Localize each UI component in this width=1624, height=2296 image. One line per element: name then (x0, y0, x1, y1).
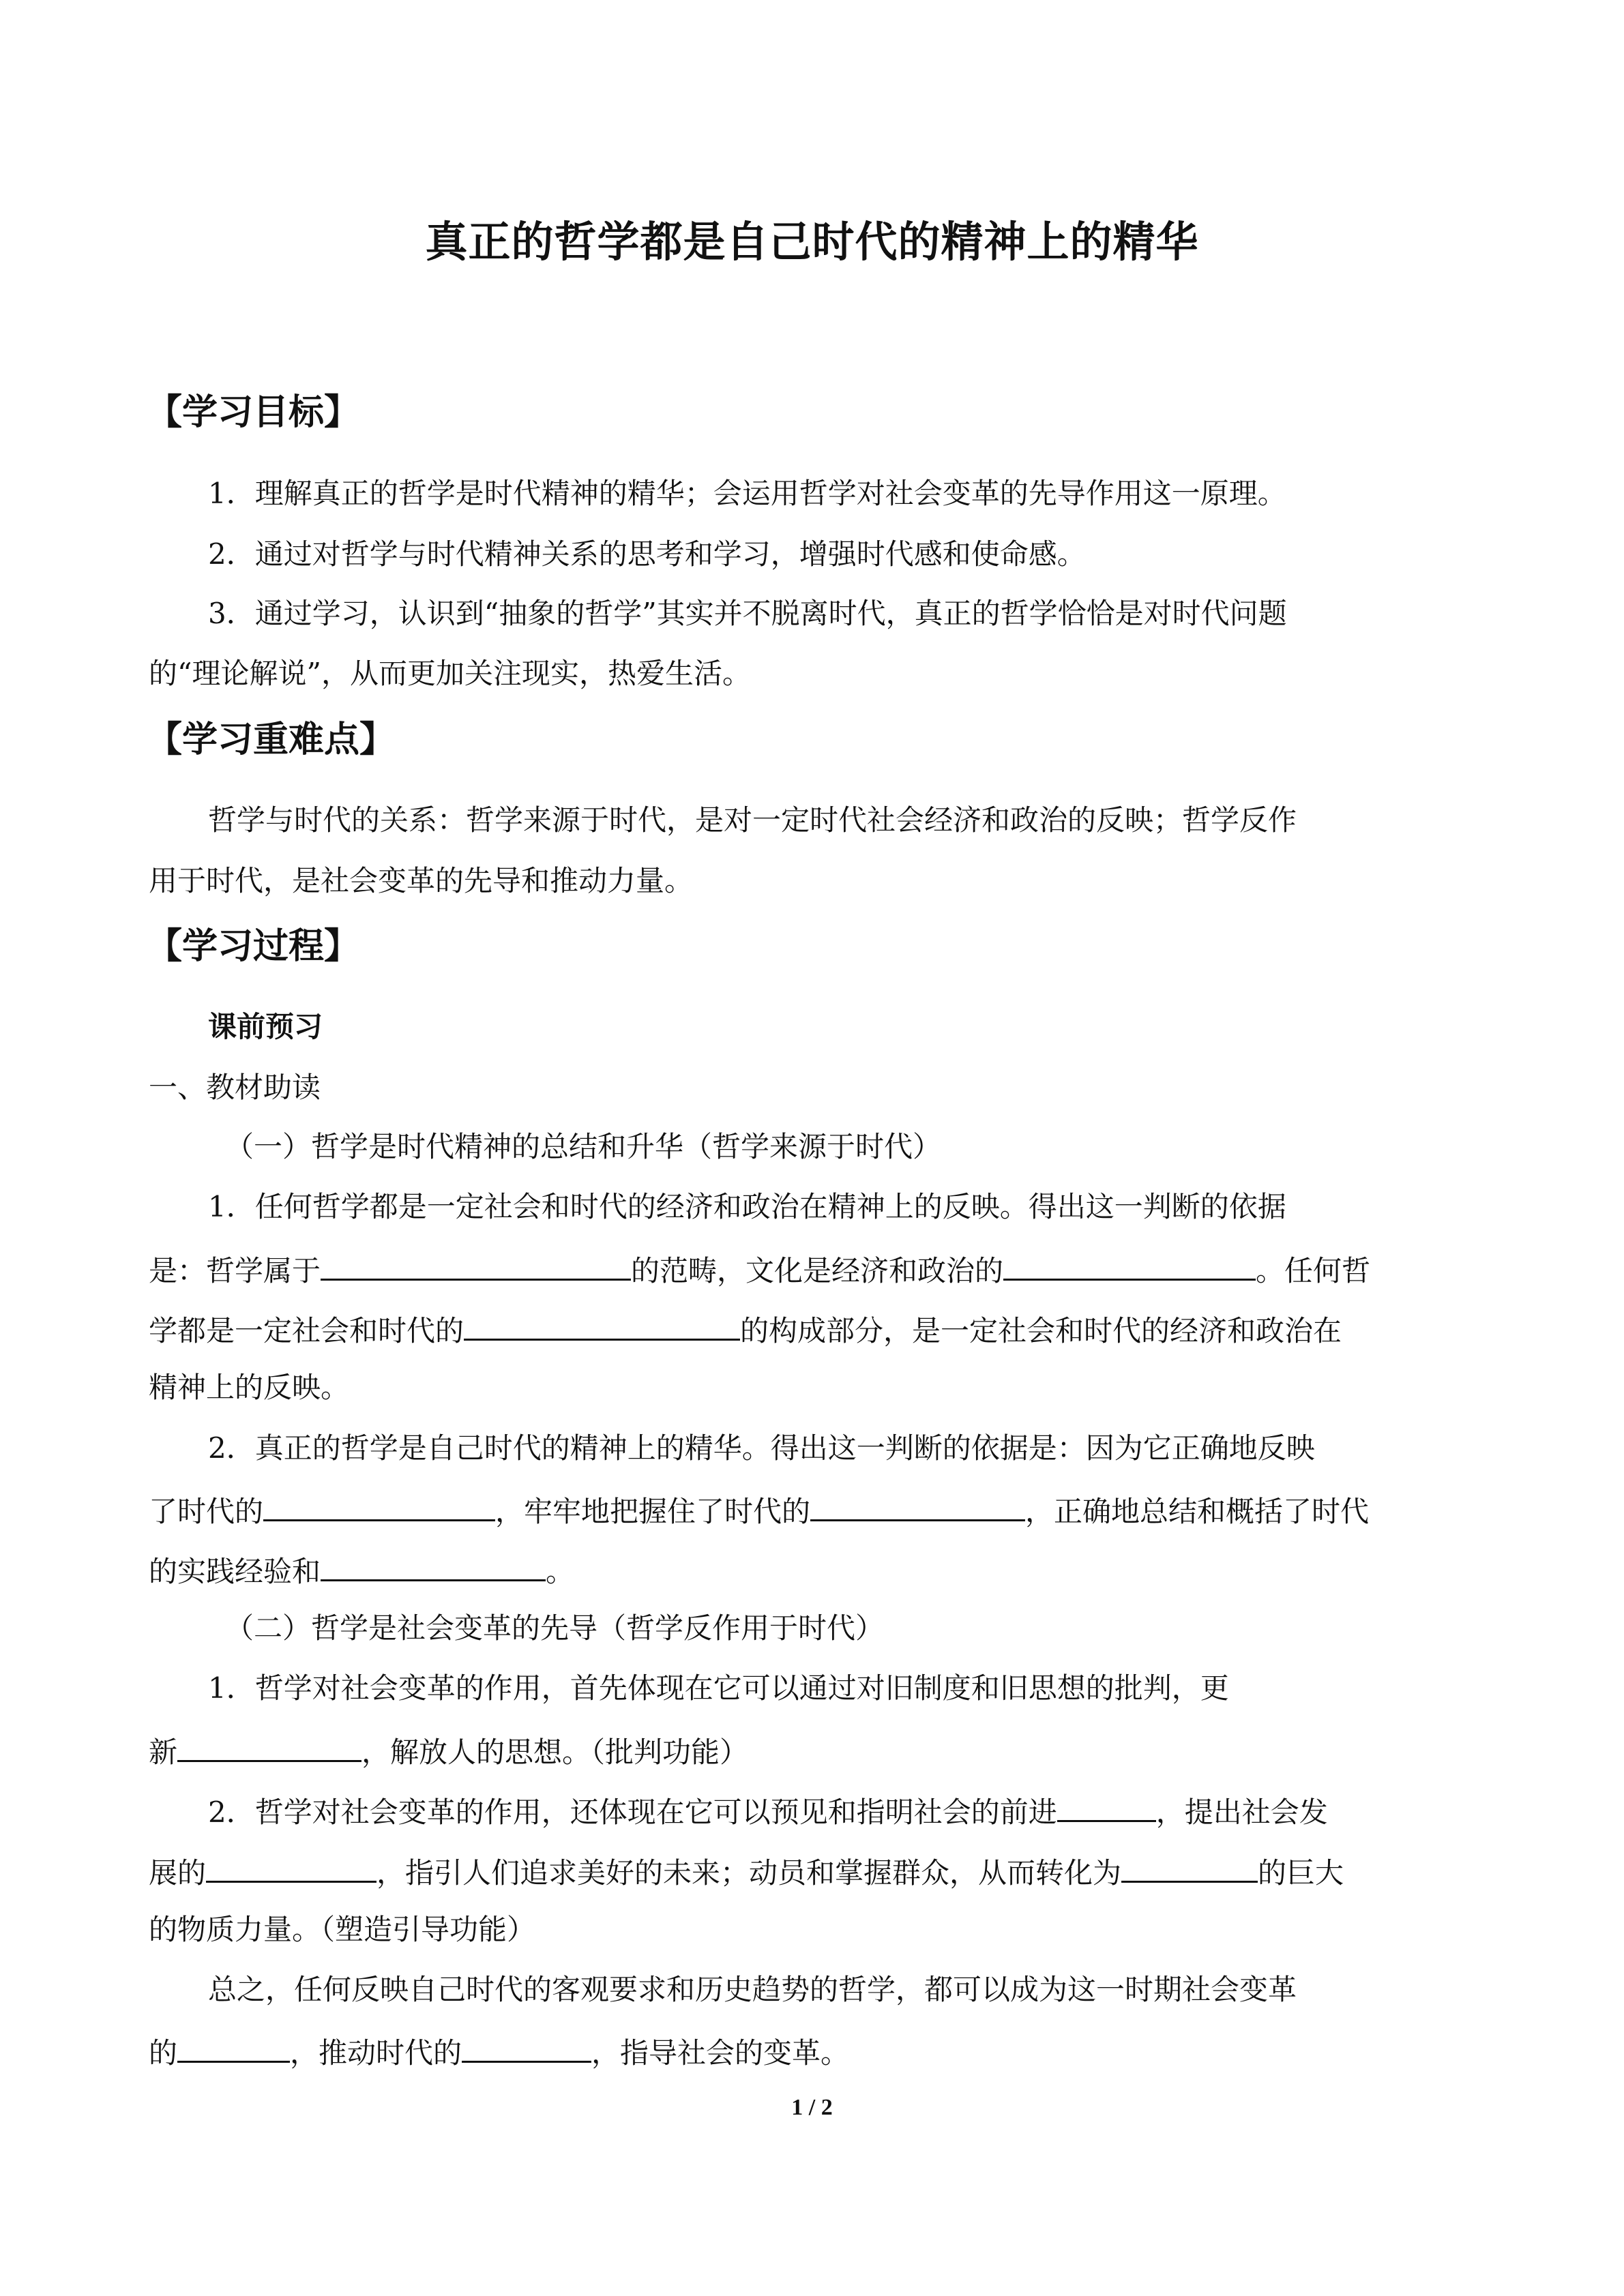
q2-line-1 (208, 1790, 1328, 1832)
fill-blank-1[interactable] (321, 1249, 631, 1281)
summary-text-a: 的 (149, 2036, 178, 2070)
section-heading-objectives: 【学习目标】 (147, 392, 360, 433)
fill-blank-12[interactable] (462, 2031, 591, 2063)
objective-3: 3．通过学习，认识到“抽象的哲学”其实并不脱离时代，真正的哲学恰恰是对时代问题 (208, 597, 1287, 630)
para-1-line-4: 精神上的反映。 (149, 1371, 350, 1404)
q2-line-2 (149, 1851, 1344, 1892)
summary-line-2 (149, 2031, 849, 2072)
q2-text-a: 2．哲学对社会变革的作用，还体现在它可以预见和指明社会的前进 (208, 1795, 1057, 1829)
para-2-text-b: ，牢牢地把握住了时代的 (495, 1495, 811, 1528)
objective-3-cont: 的“理论解说”，从而更加关注现实，热爱生活。 (149, 657, 751, 690)
para-2-text-e: 。 (546, 1555, 575, 1588)
fill-blank-10[interactable] (1121, 1851, 1258, 1883)
para-1-line-3 (149, 1309, 1342, 1350)
para-2-line-2 (149, 1489, 1369, 1531)
page-title: 真正的哲学都是自己时代的精神上的精华 (425, 217, 1199, 267)
para-1-line-1: 1．任何哲学都是一定社会和时代的经济和政治在精神上的反映。得出这一判断的依据 (208, 1190, 1286, 1223)
part-1-heading: 一、教材助读 (149, 1071, 321, 1104)
fill-blank-9[interactable] (206, 1851, 377, 1883)
fill-blank-11[interactable] (177, 2031, 290, 2063)
subsection-1-heading: （一）哲学是时代精神的总结和升华（哲学来源于时代） (225, 1130, 942, 1163)
para-1-text-a: 是：哲学属于 (149, 1254, 321, 1287)
objective-2: 2．通过对哲学与时代精神关系的思考和学习，增强时代感和使命感。 (208, 537, 1086, 571)
summary-text-c: ，指导社会的变革。 (591, 2036, 850, 2070)
q1-line-1: 1．哲学对社会变革的作用，首先体现在它可以通过对旧制度和旧思想的批判，更 (208, 1671, 1229, 1705)
preview-heading: 课前预习 (208, 1010, 323, 1043)
fill-blank-4[interactable] (263, 1489, 495, 1521)
section-heading-process: 【学习过程】 (147, 926, 360, 967)
q2-line-3: 的物质力量。（塑造引导功能） (149, 1913, 536, 1946)
para-2-text-c: ，正确地总结和概括了时代 (1025, 1495, 1370, 1528)
para-1-text-e: 的构成部分，是一定社会和时代的经济和政治在 (740, 1314, 1342, 1347)
key-points-line-2: 用于时代，是社会变革的先导和推动力量。 (149, 864, 694, 897)
para-1-text-d: 学都是一定社会和时代的 (149, 1314, 464, 1347)
para-2-text-a: 了时代的 (149, 1495, 264, 1528)
q2-text-d: ，指引人们追求美好的未来；动员和掌握群众，从而转化为 (377, 1856, 1122, 1890)
summary-text-b: ，推动时代的 (290, 2036, 462, 2070)
q1-text-a: 新 (149, 1735, 178, 1769)
q2-text-c: 展的 (149, 1856, 207, 1890)
page-number: 1 / 2 (791, 2095, 833, 2120)
fill-blank-8[interactable] (1057, 1790, 1156, 1822)
key-points-line-1: 哲学与时代的关系：哲学来源于时代，是对一定时代社会经济和政治的反映；哲学反作 (208, 803, 1297, 837)
para-2-text-d: 的实践经验和 (149, 1555, 321, 1588)
subsection-2-heading: （二）哲学是社会变革的先导（哲学反作用于时代） (225, 1611, 885, 1645)
summary-line-1: 总之，任何反映自己时代的客观要求和历史趋势的哲学，都可以成为这一时期社会变革 (208, 1973, 1297, 2006)
objective-1: 1．理解真正的哲学是时代精神的精华；会运用哲学对社会变革的先导作用这一原理。 (208, 477, 1286, 510)
para-2-line-3 (149, 1549, 574, 1591)
para-1-text-b: 的范畴，文化是经济和政治的 (631, 1254, 1004, 1287)
q1-text-b: ，解放人的思想。（批判功能） (361, 1735, 749, 1769)
fill-blank-5[interactable] (810, 1489, 1025, 1521)
q2-text-e: 的巨大 (1258, 1856, 1344, 1890)
fill-blank-6[interactable] (321, 1549, 546, 1581)
fill-blank-3[interactable] (464, 1309, 740, 1341)
para-2-line-1: 2．真正的哲学是自己时代的精神上的精华。得出这一判断的依据是：因为它正确地反映 (208, 1431, 1315, 1465)
q2-text-b: ，提出社会发 (1155, 1795, 1328, 1829)
q1-line-2 (149, 1730, 748, 1772)
section-heading-key-points: 【学习重难点】 (147, 719, 396, 760)
para-1-text-c: 。任何哲 (1256, 1254, 1371, 1287)
fill-blank-7[interactable] (177, 1730, 361, 1762)
para-1-line-2 (149, 1249, 1370, 1290)
fill-blank-2[interactable] (1003, 1249, 1256, 1281)
